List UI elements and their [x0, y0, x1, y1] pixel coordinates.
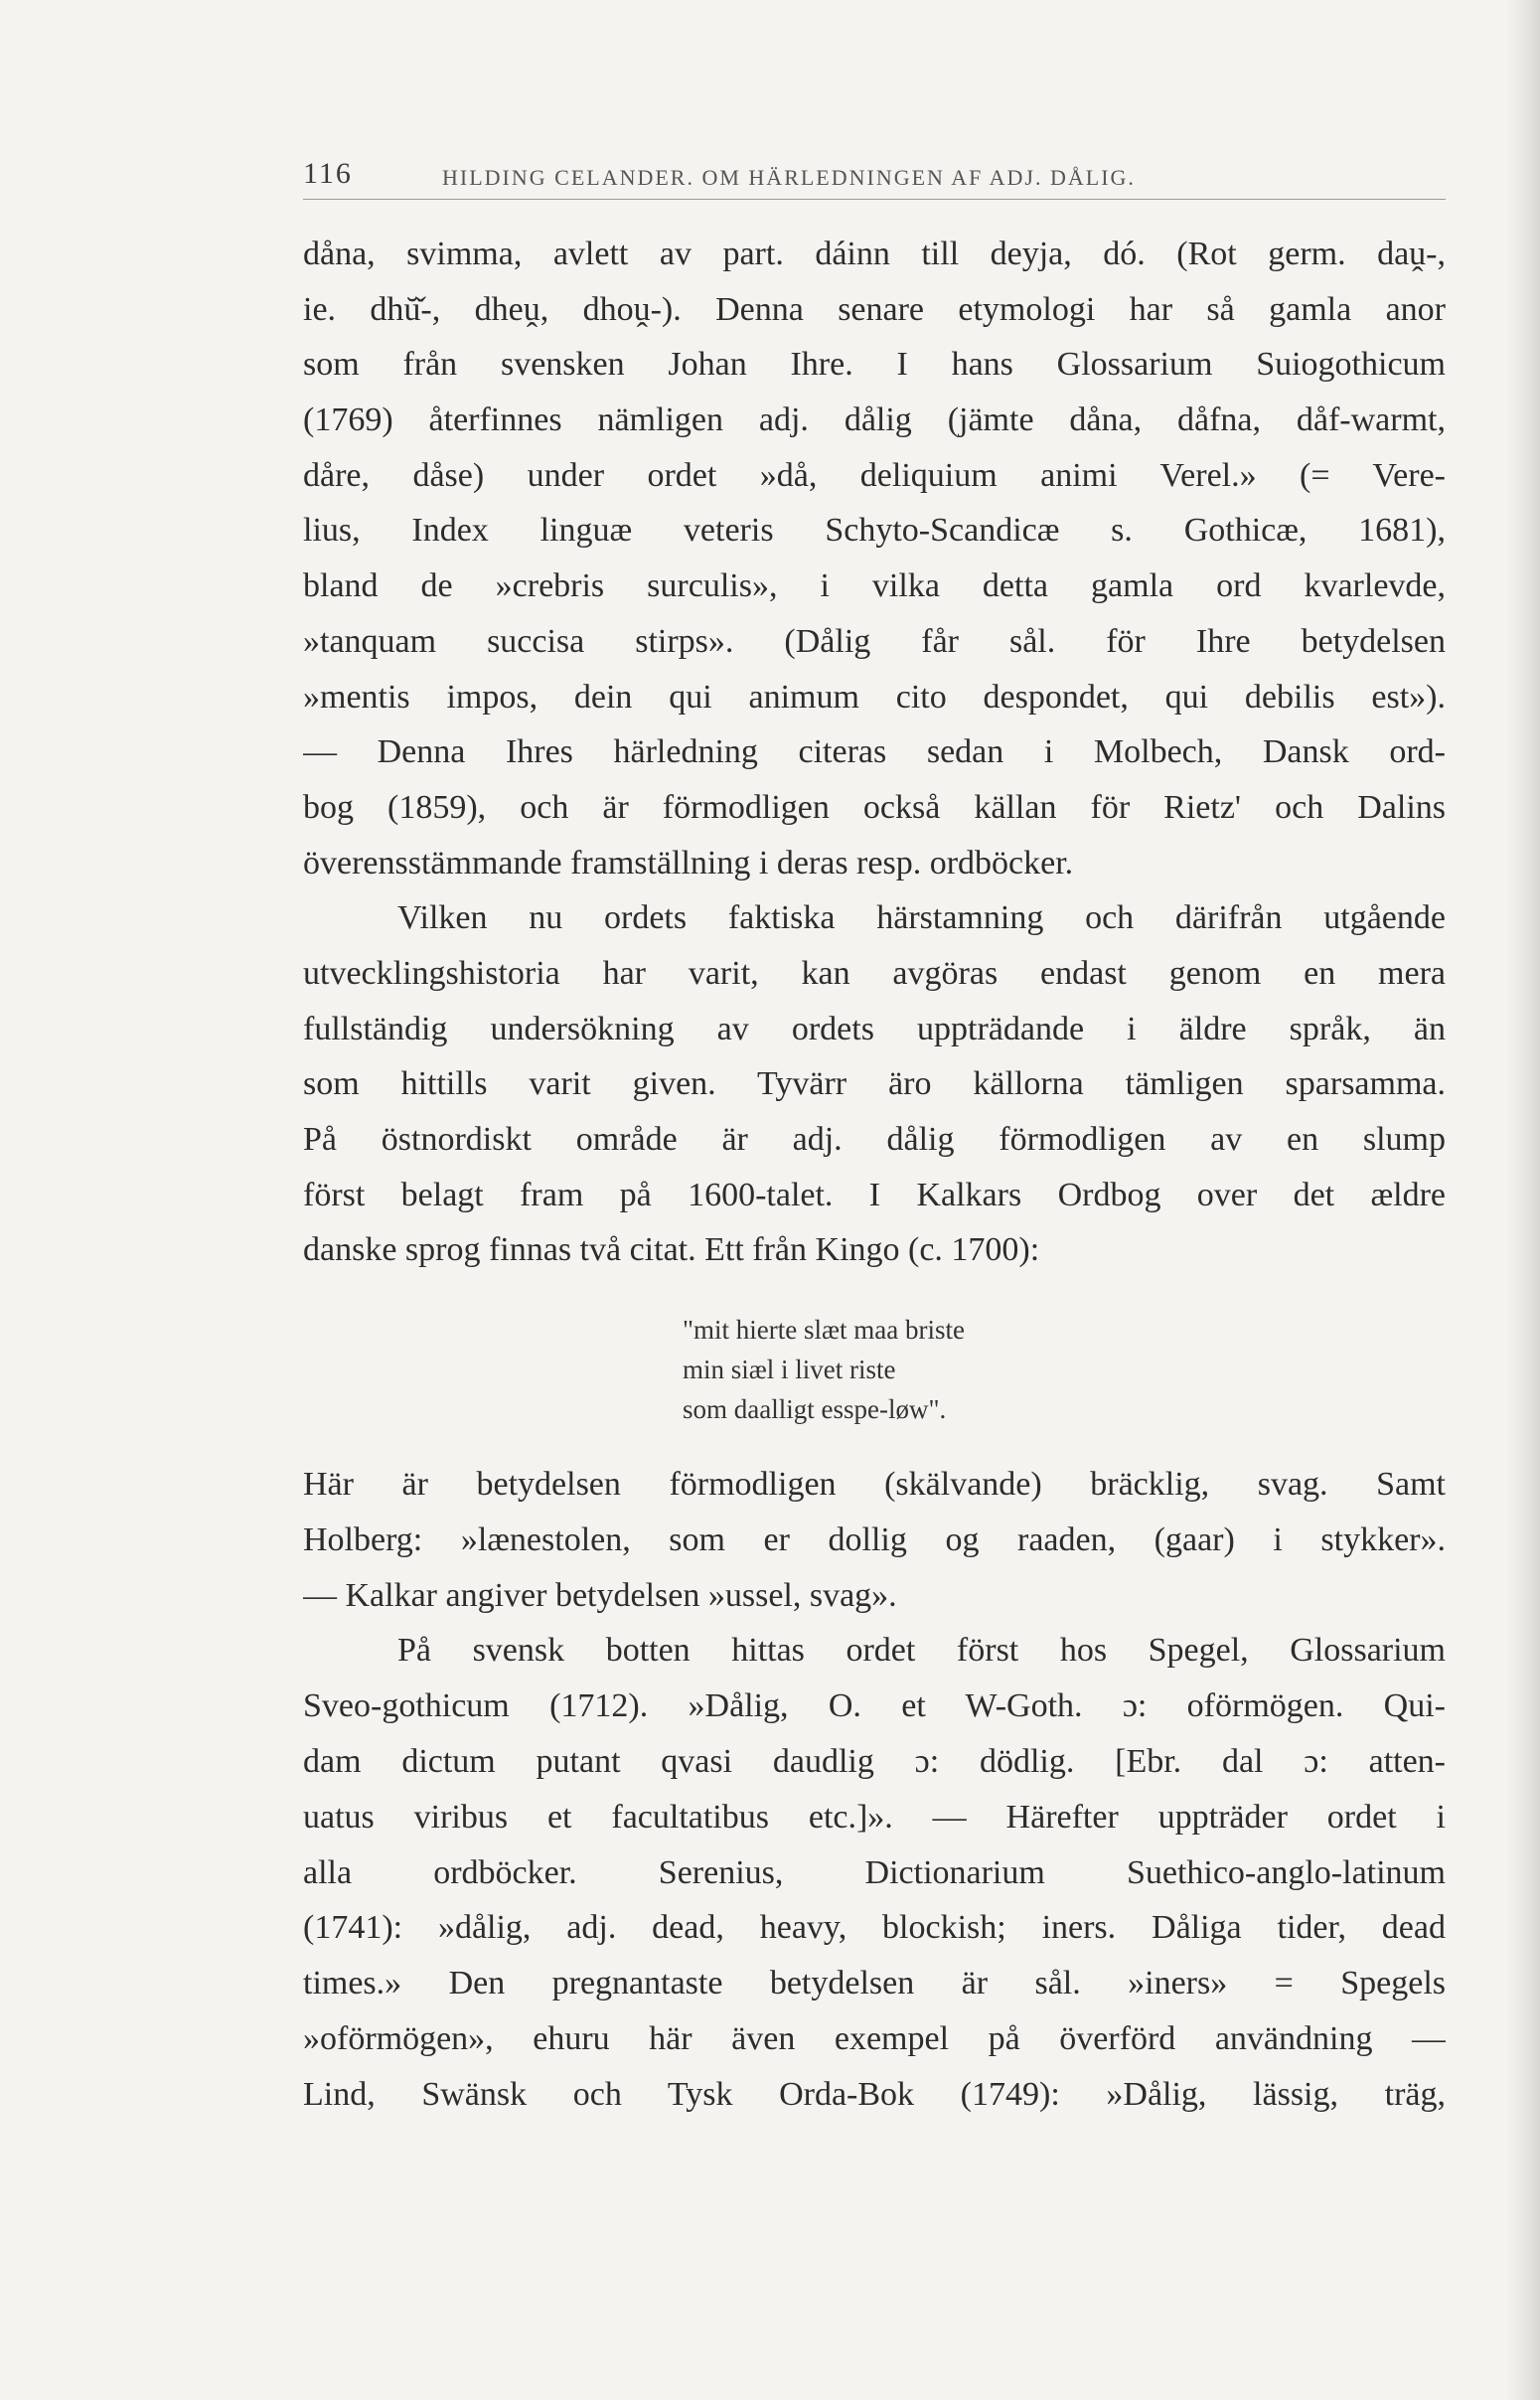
verse-line: min siæl i livet riste	[683, 1355, 896, 1384]
running-header	[303, 157, 1446, 201]
text-line: alla ordböcker. Serenius, Dictionarium Suethico-anglo-latinum	[303, 1853, 1446, 1891]
text-line: utvecklingshistoria har varit, kan avgöras endast genom en mera	[303, 954, 1446, 992]
running-title: HILDING CELANDER. OM HÄRLEDNINGEN AF ADJ. DÅLIG.	[442, 165, 1136, 190]
text-line: På svensk botten hittas ordet först hos Spegel, Glossarium	[397, 1632, 1446, 1670]
text-line: Holberg: »lænestolen, som er dollig og raaden, (gaar) i stykker».	[303, 1520, 1446, 1558]
text-line: fullständig undersökning av ordets uppträdande i äldre språk, än	[303, 1010, 1446, 1047]
verse-line: som daalligt esspe-løw".	[683, 1394, 947, 1424]
text-line: bland de »crebris surculis», i vilka detta gamla ord kvarlevde,	[303, 567, 1446, 605]
text-line: överensstämmande framställning i deras resp. ordböcker.	[303, 844, 1074, 881]
text-line: lius, Index linguæ veteris Schyto-Scandicæ s. Gothicæ, 1681),	[303, 512, 1446, 550]
text-line: bog (1859), och är förmodligen också källan för Rietz' och Dalins	[303, 788, 1446, 826]
text-line: times.» Den pregnantaste betydelsen är sål. »iners» = Spegels	[303, 1965, 1446, 2002]
text-line: Lind, Swänsk och Tysk Orda-Bok (1749): »Dålig, lässig, träg,	[303, 2075, 1446, 2113]
text-line: (1741): »dålig, adj. dead, heavy, blockish; iners. Dåliga tider, dead	[303, 1909, 1446, 1947]
text-line: dam dictum putant qvasi daudlig ɔ: dödlig. [Ebr. dal ɔ: atten-	[303, 1742, 1446, 1780]
page-edge-shadow	[1506, 0, 1540, 2400]
text-line: ie. dhŭ̌-, dheṷ, dhoṷ-). Denna senare etymologi har så gamla anor	[303, 290, 1446, 328]
text-line: som från svensken Johan Ihre. I hans Glossarium Suiogothicum	[303, 346, 1446, 384]
text-line: som hittills varit given. Tyvärr äro källorna tämligen sparsamma.	[303, 1065, 1446, 1103]
text-line: (1769) återfinnes nämligen adj. dålig (jämte dåna, dåfna, dåf-warmt,	[303, 401, 1446, 439]
text-line: danske sprog finnas två citat. Ett från Kingo (c. 1700):	[303, 1231, 1040, 1269]
text-line: dåna, svimma, avlett av part. dáinn till deyja, dó. (Rot germ. daṷ-,	[303, 236, 1446, 272]
text-line: Sveo-gothicum (1712). »Dålig, O. et W-Goth. ɔ: oförmögen. Qui-	[303, 1687, 1446, 1725]
text-line: uatus viribus et facultatibus etc.]». — Härefter uppträder ordet i	[303, 1798, 1446, 1836]
verse-quotation	[683, 1310, 965, 1429]
text-line: först belagt fram på 1600-talet. I Kalkars Ordbog over det ældre	[303, 1176, 1446, 1213]
text-line: »mentis impos, dein qui animum cito despondet, qui debilis est»).	[303, 678, 1446, 716]
text-line: Här är betydelsen förmodligen (skälvande) bräcklig, svag. Samt	[303, 1466, 1446, 1503]
text-line: »tanquam succisa stirps». (Dålig får sål. för Ihre betydelsen	[303, 622, 1446, 660]
verse-line: "mit hierte slæt maa briste	[683, 1315, 965, 1345]
page-number: 116	[303, 157, 353, 190]
text-line: — Denna Ihres härledning citeras sedan i Molbech, Dansk ord-	[303, 733, 1446, 771]
body-text-bottom	[303, 1457, 1446, 2123]
text-line: På östnordiskt område är adj. dålig förmodligen av en slump	[303, 1121, 1446, 1158]
text-line: dåre, dåse) under ordet »då, deliquium animi Verel.» (= Vere-	[303, 456, 1446, 494]
body-text-top	[303, 227, 1446, 1278]
text-line: »oförmögen», ehuru här även exempel på överförd användning —	[303, 2019, 1446, 2057]
header-rule	[303, 199, 1446, 200]
text-line: Vilken nu ordets faktiska härstamning och därifrån utgående	[397, 899, 1446, 937]
text-line: — Kalkar angiver betydelsen »ussel, svag».	[303, 1576, 897, 1614]
